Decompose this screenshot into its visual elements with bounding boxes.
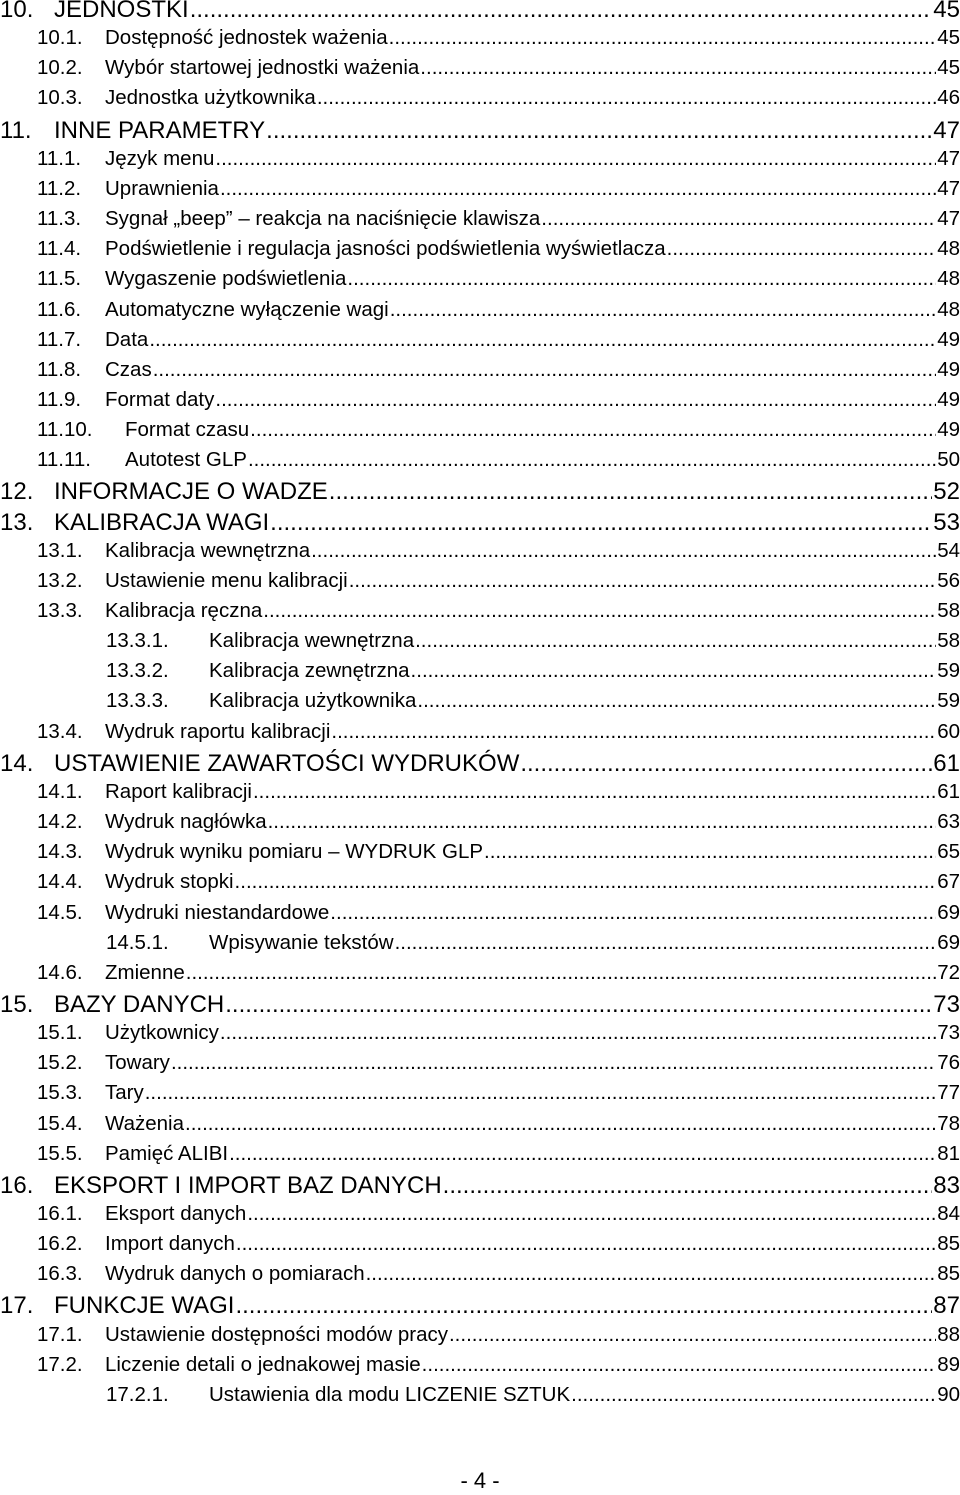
toc-entry-title: Użytkownicy: [105, 1021, 219, 1045]
toc-entry-number: 16.3.: [37, 1262, 83, 1286]
toc-entry-page: 47: [933, 116, 960, 144]
toc-entry-page: 78: [937, 1111, 960, 1135]
toc-dot-leader: [330, 901, 936, 925]
toc-entry-number: 10.: [0, 0, 34, 23]
toc-entry-number: 14.4.: [37, 870, 83, 894]
toc-entry-page: 52: [933, 478, 960, 506]
toc-entry[interactable]: [0, 961, 960, 985]
toc-entry-title: Ważenia: [105, 1111, 184, 1135]
toc-entry-number: 17.2.: [37, 1352, 83, 1376]
toc-entry-number: 14.: [0, 749, 34, 777]
toc-entry-page: 81: [937, 1141, 960, 1165]
toc-dot-leader: [220, 177, 936, 201]
toc-entry-title: FUNKCJE WAGI: [54, 1292, 235, 1320]
toc-dot-leader: [215, 388, 936, 412]
toc-dot-leader: [235, 870, 937, 894]
toc-entry-number: 11.3.: [37, 207, 82, 231]
toc-entry-number: 13.3.3.: [106, 689, 169, 713]
toc-entry-title: Kalibracja użytkownika: [209, 689, 417, 713]
toc-entry-number: 11.1.: [37, 146, 82, 170]
toc-dot-leader: [520, 750, 932, 778]
toc-entry-number: 17.2.1.: [106, 1382, 169, 1406]
toc-entry-number: 10.1.: [37, 26, 83, 50]
toc-entry-title: Format czasu: [125, 418, 250, 442]
toc-entry[interactable]: [0, 750, 960, 778]
toc-entry-number: 14.5.1.: [106, 930, 169, 954]
toc-dot-leader: [417, 689, 936, 713]
toc-entry-title: Pamięć ALIBI: [105, 1141, 229, 1165]
toc-entry[interactable]: [0, 418, 960, 442]
toc-entry-page: 67: [937, 870, 960, 894]
toc-entry-number: 14.1.: [37, 779, 83, 803]
toc-dot-leader: [422, 1353, 937, 1377]
toc-dot-leader: [667, 237, 937, 261]
toc-entry-page: 89: [937, 1352, 960, 1376]
toc-entry[interactable]: [0, 1112, 960, 1136]
toc-dot-leader: [248, 448, 936, 472]
toc-entry-page: 87: [933, 1292, 960, 1320]
toc-entry-title: Wygaszenie podświetlenia: [105, 267, 347, 291]
toc-entry[interactable]: [0, 177, 960, 201]
toc-entry-number: 13.2.: [37, 568, 83, 592]
toc-entry[interactable]: [0, 991, 960, 1019]
toc-entry[interactable]: [0, 1172, 960, 1200]
toc-entry[interactable]: [0, 328, 960, 352]
toc-dot-leader: [395, 931, 937, 955]
toc-entry-title: Kalibracja zewnętrzna: [209, 659, 410, 683]
toc-dot-leader: [347, 267, 936, 291]
toc-dot-leader: [411, 659, 937, 683]
toc-dot-leader: [311, 539, 936, 563]
toc-entry-number: 11.2.: [37, 176, 82, 200]
toc-entry[interactable]: [0, 1383, 960, 1407]
toc-entry-title: Import danych: [105, 1232, 235, 1256]
toc-entry-number: 15.2.: [37, 1051, 83, 1075]
toc-entry-number: 11.8.: [37, 357, 82, 381]
toc-entry[interactable]: [0, 478, 960, 506]
toc-entry-number: 13.1.: [37, 538, 83, 562]
toc-entry-page: 45: [937, 56, 960, 80]
toc-entry[interactable]: [0, 629, 960, 653]
toc-entry-page: 50: [937, 448, 960, 472]
toc-entry-page: 48: [937, 237, 960, 261]
toc-entry-number: 16.1.: [37, 1202, 83, 1225]
toc-entry-number: 15.4.: [37, 1111, 83, 1135]
toc-dot-leader: [145, 1081, 936, 1105]
toc-dot-leader: [229, 1142, 936, 1166]
toc-entry-title: Sygnał „beep” – reakcja na naciśnięcie klawisza: [105, 207, 541, 231]
toc-entry-number: 14.3.: [37, 840, 83, 864]
toc-entry-page: 45: [937, 26, 960, 50]
toc-entry-number: 11.4.: [37, 237, 82, 261]
toc-entry[interactable]: [0, 147, 960, 171]
toc-entry-number: 17.1.: [37, 1322, 83, 1346]
toc-entry[interactable]: [0, 599, 960, 623]
toc-entry[interactable]: [0, 780, 960, 804]
toc-entry-page: 61: [937, 779, 960, 803]
toc-entry-title: Autotest GLP: [125, 448, 247, 472]
toc-entry-title: Format daty: [105, 387, 215, 411]
toc-entry-title: Kalibracja wewnętrzna: [209, 629, 415, 653]
toc-dot-leader: [263, 599, 936, 623]
toc-entry-title: Wydruk wyniku pomiaru – WYDRUK GLP: [105, 840, 484, 864]
toc-entry-number: 11.6.: [37, 297, 82, 321]
toc-entry[interactable]: [0, 358, 960, 382]
toc-entry-number: 10.2.: [37, 56, 83, 80]
toc-dot-leader: [366, 1262, 937, 1286]
toc-entry-page: 90: [937, 1382, 960, 1406]
toc-entry-title: Wydruk nagłówka: [105, 810, 267, 834]
toc-entry-title: KALIBRACJA WAGI: [54, 508, 270, 536]
toc-dot-leader: [389, 26, 937, 50]
toc-entry-page: 85: [937, 1232, 960, 1256]
toc-entry[interactable]: [0, 26, 960, 50]
toc-entry-number: 13.3.1.: [106, 629, 169, 653]
toc-entry-number: 16.: [0, 1171, 34, 1199]
toc-entry-title: Wydruk danych o pomiarach: [105, 1262, 365, 1286]
toc-entry-title: Wydruk raportu kalibracji: [105, 719, 331, 743]
toc-dot-leader: [235, 1292, 932, 1320]
toc-dot-leader: [236, 1232, 936, 1256]
toc-entry-page: 85: [937, 1262, 960, 1286]
toc-dot-leader: [571, 1383, 936, 1407]
toc-entry-title: Kalibracja ręczna: [105, 599, 263, 622]
toc-dot-leader: [253, 780, 936, 804]
toc-dot-leader: [215, 147, 936, 171]
toc-entry[interactable]: [0, 810, 960, 834]
toc-entry-number: 15.3.: [37, 1081, 83, 1105]
toc-dot-leader: [541, 207, 936, 231]
toc-entry[interactable]: [0, 870, 960, 894]
toc-entry-title: Wybór startowej jednostki ważenia: [105, 56, 420, 80]
toc-entry-number: 15.5.: [37, 1141, 83, 1165]
toc-entry[interactable]: [0, 388, 960, 412]
toc-dot-leader: [186, 961, 936, 985]
toc-dot-leader: [225, 991, 932, 1019]
toc-entry[interactable]: [0, 207, 960, 231]
toc-entry-number: 14.6.: [37, 960, 83, 984]
toc-entry-title: Zmienne: [105, 960, 185, 984]
toc-entry-title: Wydruk stopki: [105, 870, 234, 894]
toc-entry[interactable]: [0, 448, 960, 472]
toc-entry-number: 13.: [0, 508, 34, 536]
toc-entry[interactable]: [0, 1202, 960, 1226]
toc-entry-page: 58: [937, 629, 960, 653]
toc-entry-page: 69: [937, 930, 960, 954]
toc-dot-leader: [268, 810, 937, 834]
toc-entry-title: Czas: [105, 357, 152, 381]
toc-entry-page: 49: [937, 418, 960, 442]
toc-entry-title: Podświetlenie i regulacja jasności podświetlenia wyświetlacza: [105, 237, 666, 261]
toc-entry[interactable]: [0, 1262, 960, 1286]
toc-entry-number: 15.1.: [37, 1021, 83, 1045]
toc-entry-page: 45: [933, 0, 960, 23]
toc-dot-leader: [449, 1323, 936, 1347]
toc-dot-leader: [153, 358, 936, 382]
toc-entry[interactable]: [0, 901, 960, 925]
toc-entry-number: 13.3.: [37, 599, 83, 622]
toc-entry-number: 10.3.: [37, 86, 83, 110]
toc-entry-title: USTAWIENIE ZAWARTOŚCI WYDRUKÓW: [54, 749, 520, 777]
toc-dot-leader: [270, 509, 932, 537]
toc-dot-leader: [185, 1112, 936, 1136]
toc-entry[interactable]: [0, 1323, 960, 1347]
toc-entry-number: 17.: [0, 1292, 34, 1320]
toc-entry-page: 83: [933, 1171, 960, 1199]
toc-entry-number: 14.2.: [37, 810, 83, 834]
toc-entry[interactable]: [0, 1292, 960, 1320]
toc-entry-page: 47: [937, 146, 960, 170]
toc-entry-title: INFORMACJE O WADZE: [54, 478, 328, 506]
toc-entry[interactable]: [0, 0, 960, 24]
toc-entry[interactable]: [0, 569, 960, 593]
toc-entry-page: 48: [937, 267, 960, 291]
toc-entry[interactable]: [0, 237, 960, 261]
toc-entry[interactable]: [0, 1081, 960, 1105]
toc-entry-page: 69: [937, 900, 960, 924]
toc-entry[interactable]: [0, 298, 960, 322]
toc-entry-number: 11.10.: [37, 418, 93, 442]
toc-entry-page: 84: [937, 1202, 960, 1225]
page-number-footer: - 4 -: [460, 1468, 500, 1493]
toc-dot-leader: [331, 720, 936, 744]
toc-entry-page: 49: [937, 357, 960, 381]
toc-entry-title: Liczenie detali o jednakowej masie: [105, 1352, 421, 1376]
toc-dot-leader: [390, 298, 936, 322]
toc-entry-number: 11.: [0, 116, 32, 144]
toc-dot-leader: [415, 629, 936, 653]
toc-entry-title: Kalibracja wewnętrzna: [105, 538, 311, 562]
toc-entry-title: Ustawienia dla modu LICZENIE SZTUK: [209, 1382, 571, 1406]
toc-entry-page: 63: [937, 810, 960, 834]
toc-entry-title: Automatyczne wyłączenie wagi: [105, 297, 389, 321]
toc-entry-page: 73: [933, 990, 960, 1018]
toc-entry-page: 48: [937, 297, 960, 321]
toc-entry-title: Język menu: [105, 146, 215, 170]
toc-entry-title: Tary: [105, 1081, 144, 1105]
toc-entry[interactable]: [0, 931, 960, 955]
toc-entry[interactable]: [0, 267, 960, 291]
toc-entry[interactable]: [0, 509, 960, 537]
toc-entry-title: Ustawienie menu kalibracji: [105, 568, 348, 592]
toc-entry-title: Towary: [105, 1051, 170, 1075]
toc-entry[interactable]: [0, 1021, 960, 1045]
toc-entry-title: Data: [105, 327, 149, 351]
toc-entry-title: EKSPORT I IMPORT BAZ DANYCH: [54, 1171, 442, 1199]
toc-entry-number: 13.4.: [37, 719, 83, 743]
toc-dot-leader: [443, 1172, 933, 1200]
toc-entry-page: 77: [937, 1081, 960, 1105]
toc-entry-page: 53: [933, 508, 960, 536]
toc-dot-leader: [266, 117, 932, 145]
toc-entry-number: 16.2.: [37, 1232, 83, 1256]
toc-entry-number: 13.3.2.: [106, 659, 169, 683]
toc-entry[interactable]: [0, 1353, 960, 1377]
toc-entry-title: JEDNOSTKI: [54, 0, 189, 23]
toc-entry-page: 76: [937, 1051, 960, 1075]
toc-entry-number: 12.: [0, 478, 34, 506]
toc-entry-page: 73: [937, 1021, 960, 1045]
toc-entry-number: 15.: [0, 990, 34, 1018]
toc-entry[interactable]: [0, 86, 960, 110]
toc-dot-leader: [190, 0, 933, 24]
toc-entry-title: Dostępność jednostek ważenia: [105, 26, 388, 50]
toc-entry-title: Eksport danych: [105, 1202, 247, 1225]
toc-entry[interactable]: [0, 1051, 960, 1075]
toc-dot-leader: [149, 328, 936, 352]
toc-entry-page: 72: [937, 960, 960, 984]
toc-entry-page: 58: [937, 599, 960, 622]
toc-entry[interactable]: [0, 1232, 960, 1256]
toc-entry-page: 65: [937, 840, 960, 864]
toc-entry-title: Wydruki niestandardowe: [105, 900, 330, 924]
toc-entry[interactable]: [0, 1142, 960, 1166]
toc-entry-number: 11.7.: [37, 327, 82, 351]
toc-dot-leader: [484, 840, 936, 864]
toc-dot-leader: [250, 418, 936, 442]
toc-entry-page: 54: [937, 538, 960, 562]
toc-entry[interactable]: [0, 840, 960, 864]
toc-entry-page: 59: [937, 659, 960, 683]
toc-entry-title: Jednostka użytkownika: [105, 86, 316, 110]
toc-entry-page: 47: [937, 176, 960, 200]
toc-entry[interactable]: [0, 539, 960, 563]
toc-entry-number: 14.5.: [37, 900, 83, 924]
toc-entry[interactable]: [0, 117, 960, 145]
toc-entry-number: 11.5.: [37, 267, 82, 291]
toc-dot-leader: [329, 478, 933, 506]
toc-entry-page: 49: [937, 387, 960, 411]
toc-entry-title: BAZY DANYCH: [54, 990, 225, 1018]
toc-entry[interactable]: [0, 689, 960, 713]
toc-entry-page: 47: [937, 207, 960, 231]
toc-entry-page: 61: [933, 749, 960, 777]
toc-dot-leader: [220, 1021, 936, 1045]
toc-entry[interactable]: [0, 56, 960, 80]
toc-dot-leader: [317, 86, 936, 110]
toc-entry-title: INNE PARAMETRY: [54, 116, 266, 144]
toc-entry-page: 60: [937, 719, 960, 743]
toc-dot-leader: [420, 56, 936, 80]
toc-dot-leader: [171, 1051, 936, 1075]
toc-entry[interactable]: [0, 720, 960, 744]
toc-entry-page: 49: [937, 327, 960, 351]
toc-entry-page: 59: [937, 689, 960, 713]
toc-entry-title: Ustawienie dostępności modów pracy: [105, 1322, 448, 1346]
toc-entry-number: 11.11.: [37, 448, 91, 472]
toc-entry-page: 88: [937, 1322, 960, 1346]
toc-entry[interactable]: [0, 659, 960, 683]
toc-entry-number: 11.9.: [37, 387, 82, 411]
toc-entry-page: 46: [937, 86, 960, 110]
toc-entry-page: 56: [937, 568, 960, 592]
toc-entry-title: Wpisywanie tekstów: [209, 930, 394, 954]
toc-entry-title: Uprawnienia: [105, 176, 219, 200]
toc-dot-leader: [349, 569, 937, 593]
toc-dot-leader: [247, 1202, 936, 1226]
toc-entry-title: Raport kalibracji: [105, 779, 252, 803]
